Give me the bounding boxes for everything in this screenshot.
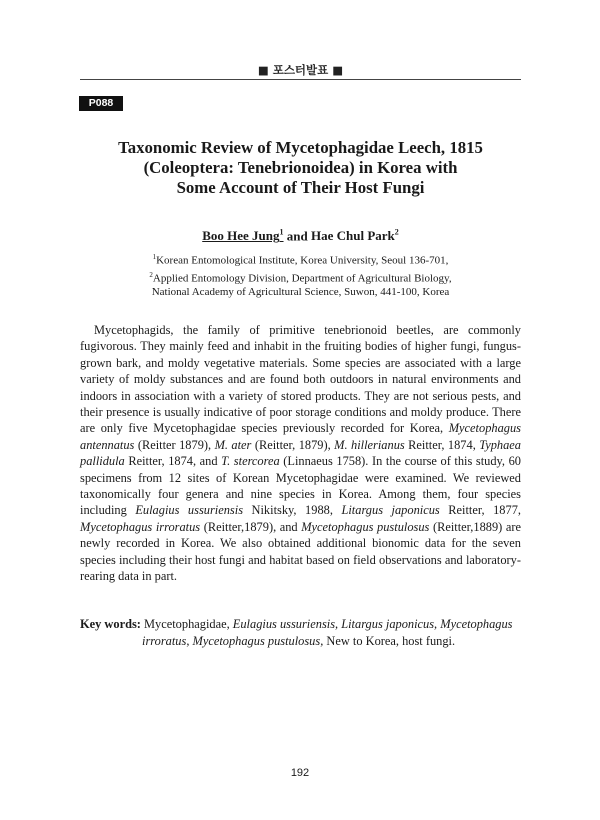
keywords-line-1 [80, 616, 521, 633]
author-conjunction: and [283, 228, 311, 244]
section-header-text: ■ 포스터발표 ■ [257, 63, 344, 77]
abstract-paragraph [80, 322, 521, 585]
affiliation-1-text: Korean Entomological Institute, Korea University, Seoul 136-701, [156, 254, 449, 267]
title-line-3: Some Account of Their Host Fungi [176, 178, 425, 197]
abstract-text: (Reitter 1879), [134, 437, 215, 452]
abstract-text: Reitter, 1877, [439, 503, 521, 518]
author-1 [202, 228, 283, 243]
author-1-affil-mark: 1 [279, 228, 284, 237]
affiliation-2 [80, 268, 521, 286]
abstract [80, 322, 521, 585]
abstract-text: Mycetophagids, the family of primitive tenebrionoid beetles, are commonly fugivorous. They mainly feed and inhabit in the fruiting bodies of higher fungi, fungus-grown bark, and moldy vegetative materials. Some species are associated with a large variety of moldy substances and are found both outdoors in natural environments and indoors in association with a variety of stored products. They are not serious pests, and their presence is usually indicative of poor storage conditions and moldy produce. There are only five Mycetophagidae species previously recorded for Korea, [80, 323, 521, 436]
species-name: Mycetophagus irroratus [80, 519, 201, 534]
title-line-2: (Coleoptera: Tenebrionoidea) in Korea with [143, 158, 458, 177]
species-name: Eulagius ussuriensis [135, 503, 244, 518]
keyword-species: Mycetophagus pustulosus, [192, 634, 324, 648]
poster-code-badge: P088 [79, 96, 123, 111]
title-line-1: Taxonomic Review of Mycetophagidae Leech, 1815 [118, 138, 483, 157]
author-1-name: Boo Hee Jung [202, 228, 280, 244]
paper-title [80, 138, 521, 198]
keyword-text: Mycetophagidae, [140, 617, 233, 631]
abstract-text: (Reitter,1889) are newly recorded in Korea. We also obtained additional bionomic data for the seven species including their host fungi and habitat based on field observations and laboratory-rearing data in part. [80, 519, 521, 584]
abstract-text: Reitter, 1874, [404, 437, 480, 452]
page-number: 192 [290, 767, 310, 779]
species-name: Typhaea pallidula [80, 437, 521, 469]
species-name: M. hillerianus [334, 437, 405, 452]
keywords [80, 616, 521, 650]
keywords-line-2 [80, 633, 521, 650]
affiliation-1-mark: 1 [152, 253, 157, 261]
species-name: Mycetophagus pustulosus [301, 519, 430, 534]
keyword-species: Eulagius ussuriensis, Litargus japonicus, Mycetophagus [232, 617, 513, 631]
abstract-text: (Linnaeus 1758). In the course of this study, 60 specimens from 12 sites of Korean Mycetophagidae were examined. We reviewed taxonomically four genera and nine species in Korea. Among them, four species including [80, 454, 521, 518]
affiliation-3: National Academy of Agricultural Science, Suwon, 441-100, Korea [151, 286, 450, 299]
header-divider [80, 79, 521, 80]
abstract-text: (Reitter, 1879), [251, 437, 335, 452]
affiliation-2-text: Applied Entomology Division, Department of Agricultural Biology, [152, 272, 452, 285]
affiliations [80, 250, 521, 299]
species-name: Litargus japonicus [341, 503, 440, 518]
abstract-text: Reitter, 1874, and [124, 454, 222, 469]
keyword-text: New to Korea, host fungi. [323, 634, 456, 648]
author-2-affil-mark: 2 [394, 228, 399, 237]
species-name: M. ater [214, 437, 252, 452]
author-2 [311, 228, 399, 243]
keyword-species: irroratus [142, 634, 187, 648]
species-name: T. stercorea [221, 454, 280, 469]
affiliation-2-mark: 2 [149, 270, 153, 279]
keywords-label: Key words: [80, 617, 141, 631]
author-2-name: Hae Chul Park [310, 228, 395, 244]
abstract-text: (Reitter,1879), and [200, 519, 302, 534]
section-header [80, 58, 521, 80]
abstract-text: Nikitsky, 1988, [243, 503, 342, 518]
keyword-text: , [186, 634, 193, 648]
affiliation-1 [80, 250, 521, 268]
author-list [80, 228, 521, 244]
species-name: Mycetophagus antennatus [80, 421, 521, 452]
